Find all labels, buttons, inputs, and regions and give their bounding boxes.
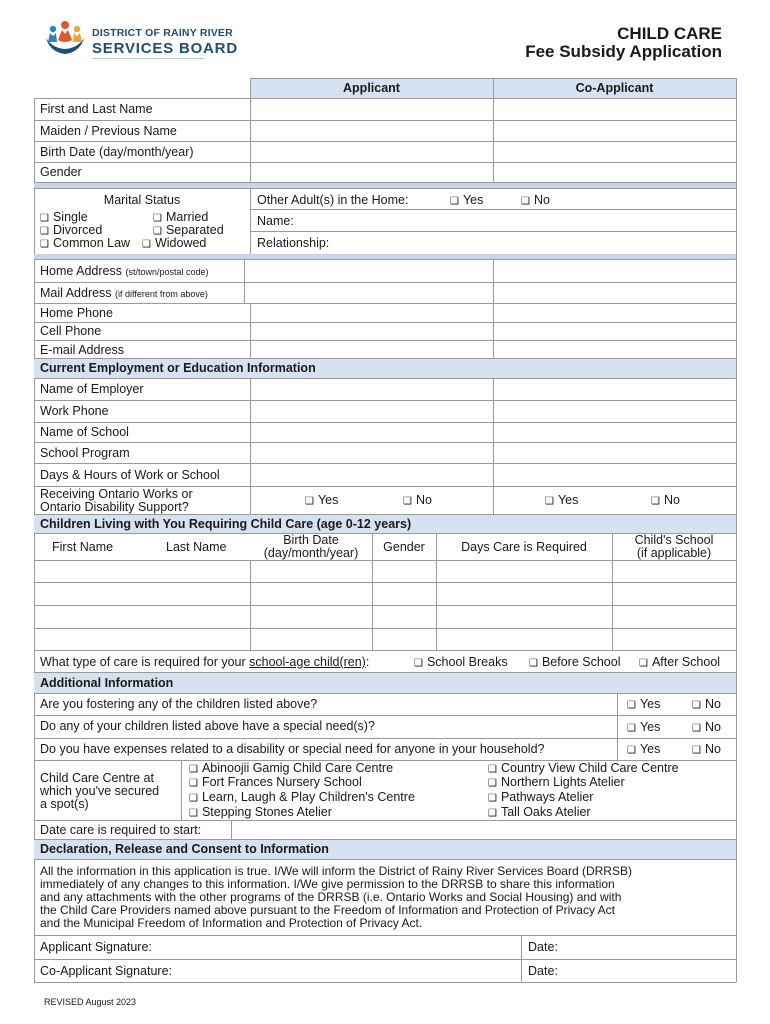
col-child-school-2: (if applicable) bbox=[636, 546, 712, 560]
centre-northern-lights-checkbox[interactable]: ❑ Northern Lights Atelier bbox=[488, 775, 625, 789]
child-row-1[interactable] bbox=[35, 561, 735, 582]
label-ontario-works-1: Receiving Ontario Works or bbox=[40, 487, 193, 501]
centre-label-1: Child Care Centre at bbox=[40, 771, 154, 785]
co-applicant-column-header: Co-Applicant bbox=[575, 81, 654, 95]
centre-fort-frances-checkbox[interactable]: ❑ Fort Frances Nursery School bbox=[189, 775, 362, 789]
label-cell-phone: Cell Phone bbox=[40, 324, 102, 338]
co-applicant-name-field[interactable] bbox=[494, 99, 735, 119]
child-row-3[interactable] bbox=[35, 606, 735, 627]
fostering-no-checkbox[interactable]: ❑ No bbox=[692, 697, 721, 711]
applicant-ow-yes-checkbox[interactable]: ❑ Yes bbox=[305, 493, 338, 507]
declaration-line-2: immediately of any changes to this information. I/We give permission to the DRRSB to share this information bbox=[40, 877, 615, 891]
centre-country-view-checkbox[interactable]: ❑ Country View Child Care Centre bbox=[488, 761, 679, 775]
child-row-4[interactable] bbox=[35, 629, 735, 650]
marital-separated-checkbox[interactable]: ❑ Separated bbox=[153, 223, 224, 237]
revision-footer: REVISED August 2023 bbox=[44, 997, 137, 1007]
additional-section-header: Additional Information bbox=[40, 676, 174, 690]
marital-widowed-checkbox[interactable]: ❑ Widowed bbox=[142, 236, 206, 250]
co-applicant-date-label: Date: bbox=[528, 964, 558, 978]
col-gender: Gender bbox=[383, 540, 425, 554]
before-school-checkbox[interactable]: ❑ Before School bbox=[529, 655, 621, 669]
col-first-name: First Name bbox=[52, 540, 114, 554]
care-type-question: What type of care is required for your school-age child(ren): bbox=[40, 655, 370, 669]
logo-underline bbox=[92, 58, 205, 59]
co-applicant-ow-no-checkbox[interactable]: ❑ No bbox=[651, 493, 680, 507]
label-maiden-name: Maiden / Previous Name bbox=[40, 124, 177, 138]
applicant-signature-field[interactable] bbox=[200, 936, 520, 958]
after-school-checkbox[interactable]: ❑ After School bbox=[639, 655, 720, 669]
applicant-column-header: Applicant bbox=[343, 81, 400, 95]
applicant-name-field[interactable] bbox=[251, 99, 492, 119]
applicant-signature-label: Applicant Signature: bbox=[40, 940, 152, 954]
other-adults-yes-checkbox[interactable]: ❑ Yes bbox=[450, 193, 483, 207]
applicant-date-label: Date: bbox=[528, 940, 558, 954]
co-applicant-signature-label: Co-Applicant Signature: bbox=[40, 964, 173, 978]
marital-status-title: Marital Status bbox=[103, 193, 181, 207]
centre-stepping-stones-checkbox[interactable]: ❑ Stepping Stones Atelier bbox=[189, 805, 332, 819]
co-applicant-signature-field[interactable] bbox=[200, 960, 520, 982]
co-applicant-ow-yes-checkbox[interactable]: ❑ Yes bbox=[545, 493, 578, 507]
other-adult-name-label: Name: bbox=[257, 214, 294, 228]
label-school-name: Name of School bbox=[40, 425, 129, 439]
marital-divorced-checkbox[interactable]: ❑ Divorced bbox=[40, 223, 102, 237]
label-ontario-works-2: Ontario Disability Support? bbox=[40, 500, 189, 514]
other-adults-no-checkbox[interactable]: ❑ No bbox=[521, 193, 550, 207]
marital-married-checkbox[interactable]: ❑ Married bbox=[153, 210, 208, 224]
page-subtitle: Fee Subsidy Application bbox=[525, 42, 722, 61]
centre-label-3: a spot(s) bbox=[40, 797, 89, 811]
declaration-line-1: All the information in this application is true. I/We will inform the District of Rainy River Services Board (DRRSB) bbox=[40, 864, 632, 878]
other-adult-relationship-label: Relationship: bbox=[257, 236, 330, 250]
logo-line1: DISTRICT OF RAINY RIVER bbox=[92, 27, 233, 39]
centre-label-2: which you've secured bbox=[40, 784, 160, 798]
people-raising-hands-icon bbox=[40, 18, 90, 60]
question-disability-expenses: Do you have expenses related to a disability or special need for anyone in your household? bbox=[40, 742, 545, 756]
label-employer: Name of Employer bbox=[40, 382, 144, 396]
col-child-school-1: Child's School bbox=[634, 533, 714, 547]
applicant-ow-no-checkbox[interactable]: ❑ No bbox=[403, 493, 432, 507]
col-birth-date-2: (day/month/year) bbox=[263, 546, 359, 560]
label-email-address: E-mail Address bbox=[40, 343, 125, 357]
child-row-2[interactable] bbox=[35, 583, 735, 604]
label-days-hours: Days & Hours of Work or School bbox=[40, 468, 220, 482]
label-home-phone: Home Phone bbox=[40, 306, 113, 320]
children-section-header: Children Living with You Requiring Child Care (age 0-12 years) bbox=[40, 517, 412, 531]
question-special-needs: Do any of your children listed above have a special need(s)? bbox=[40, 719, 375, 733]
page-title: CHILD CARE bbox=[617, 24, 722, 43]
declaration-section-header: Declaration, Release and Consent to Information bbox=[40, 842, 329, 856]
declaration-line-5: and the Municipal Freedom of Information and Protection of Privacy Act. bbox=[40, 916, 423, 930]
centre-learn-laugh-play-checkbox[interactable]: ❑ Learn, Laugh & Play Children's Centre bbox=[189, 790, 415, 804]
expenses-no-checkbox[interactable]: ❑ No bbox=[692, 742, 721, 756]
label-home-address: Home Address (st/town/postal code) bbox=[40, 264, 209, 278]
label-gender: Gender bbox=[40, 165, 82, 179]
centre-tall-oaks-checkbox[interactable]: ❑ Tall Oaks Atelier bbox=[488, 805, 591, 819]
centre-pathways-checkbox[interactable]: ❑ Pathways Atelier bbox=[488, 790, 593, 804]
employment-section-header: Current Employment or Education Information bbox=[40, 361, 316, 375]
special-needs-no-checkbox[interactable]: ❑ No bbox=[692, 720, 721, 734]
col-days-care: Days Care is Required bbox=[461, 540, 587, 554]
date-required-field[interactable] bbox=[232, 821, 735, 839]
label-mail-address: Mail Address (if different from above) bbox=[40, 286, 208, 300]
declaration-line-4: the Child Care Providers named above pursuant to the Freedom of Information and Protection of Privacy Act bbox=[40, 903, 615, 917]
label-birth-date: Birth Date (day/month/year) bbox=[40, 145, 194, 159]
marital-single-checkbox[interactable]: ❑ Single bbox=[40, 210, 88, 224]
question-fostering: Are you fostering any of the children listed above? bbox=[40, 697, 318, 711]
logo-line2: SERVICES BOARD bbox=[92, 40, 238, 57]
other-adults-label: Other Adult(s) in the Home: bbox=[257, 193, 409, 207]
declaration-line-3: and any attachments with the other programs of the DRRSB (i.e. Ontario Works and Social Housing) and with bbox=[40, 890, 622, 904]
label-work-phone: Work Phone bbox=[40, 404, 109, 418]
label-school-program: School Program bbox=[40, 446, 130, 460]
col-last-name: Last Name bbox=[166, 540, 227, 554]
special-needs-yes-checkbox[interactable]: ❑ Yes bbox=[627, 720, 660, 734]
centre-abinoojii-checkbox[interactable]: ❑ Abinoojii Gamig Child Care Centre bbox=[189, 761, 393, 775]
col-birth-date-1: Birth Date bbox=[283, 533, 339, 547]
school-breaks-checkbox[interactable]: ❑ School Breaks bbox=[414, 655, 508, 669]
marital-common-law-checkbox[interactable]: ❑ Common Law bbox=[40, 236, 130, 250]
expenses-yes-checkbox[interactable]: ❑ Yes bbox=[627, 742, 660, 756]
label-first-last-name: First and Last Name bbox=[40, 102, 153, 116]
label-date-required: Date care is required to start: bbox=[40, 823, 202, 837]
fostering-yes-checkbox[interactable]: ❑ Yes bbox=[627, 697, 660, 711]
